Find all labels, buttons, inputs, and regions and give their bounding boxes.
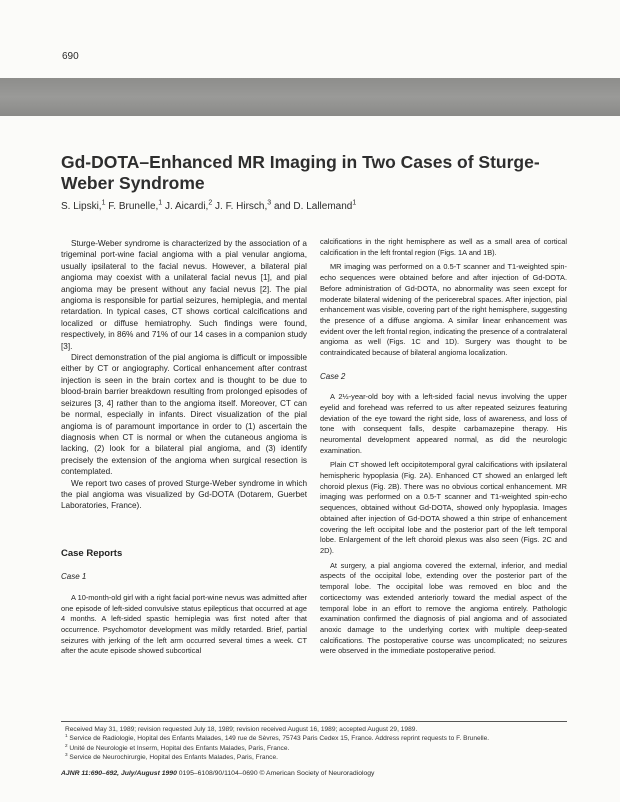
case1-heading: Case 1 [61, 572, 87, 582]
case2-paragraph: At surgery, a pial angioma covered the external, inferior, and medial aspects of the occipital lobe, extending over the posterior part of the temporal lobe. The occipital lobe was removed en bloc and the corticectomy was extended anteriorly toward the medial aspect of the temporal lobe in an effort to remove the angioma entirely. Pathologic examination confirmed the diagnosis of pial angioma and of associated anoxic damage to the underlying cortex with multiple deep-seated calcifications. The postoperative course was uncomplicated; no seizures were observed in the immediate postoperative period. [320, 560, 567, 656]
received-note: Received May 31, 1989; revision requested July 18, 1989; revision received August 16, 1989; accepted August 29, 1989. [65, 726, 418, 733]
case1-mr-paragraph: MR imaging was performed on a 0.5-T scanner and T1-weighted spin-echo sequences were obtained before and after injection of Gd-DOTA. Before administration of Gd-DOTA, no abnormality was seen except for moderate bilateral widening of the pericerebral spaces. After injection, pial enhancement was visible, covering part of the right hemisphere, suggesting the presence of a diffuse angioma. A similar linear enhancement was evident over the left frontal region, indicating the presence of a contralateral angioma as well (Figs. 1C and 1D). Surgery was thought to be contraindicated because of bilateral angioma localization. [320, 262, 567, 358]
intro-paragraph: We report two cases of proved Sturge-Weber syndrome in which the pial angioma was visualized by Gd-DOTA (Dotarem, Guerbet Laboratories, France). [61, 478, 307, 511]
case-reports-heading: Case Reports [61, 548, 123, 559]
journal-citation: AJNR 11:690–692, July/August 1990 0195–6108/90/1104–0690 © American Society of Neuroradiology [61, 770, 375, 777]
footnote-divider [61, 721, 567, 722]
intro-paragraph: Direct demonstration of the pial angioma is difficult or impossible either by CT or angiography. Cortical enhancement after contrast injection is seen in the brain cortex and is thought to be due to blood-brain barrier breakdown resulting from prolonged episodes of seizures [3, 4] rather than to the angioma itself. Moreover, CT can be normal, especially in infants. Direct visualization of the pial angioma is of paramount importance in order to (1) ascertain the diagnosis when CT is normal or when the cutaneous angioma is lacking, (2) look for a bilateral pial angioma, and (3) identify precisely the extension of the angioma when surgical resection is contemplated. [61, 353, 307, 477]
author: and D. Lallemand$^1$ [271, 199, 357, 212]
header-band [0, 78, 620, 116]
footnote: $^2$ Unité de Neurologie et Inserm, Hopital des Enfants Malades, Paris, France. [65, 742, 290, 752]
right-column [320, 237, 567, 657]
intro-column [61, 238, 307, 512]
author-list [61, 201, 356, 212]
footnotes [61, 725, 567, 763]
case2-paragraph: Plain CT showed left occipitotemporal gyral calcifications with ipsilateral hemispheric hypoplasia (Fig. 2A). Enhanced CT showed an enlarged left choroid plexus (Fig. 2B). There was no obvious cortical enhancement. MR imaging was performed on a 0.5-T scanner and T1-weighted spin-echo sequences, obtained without Gd-DOTA, showed only hypoplasia. Images obtained after injection of Gd-DOTA showed a thin stripe of enhancement covering the left occipital lobe and the posterior part of the left temporal lobe. Enlargement of the left choroid plexus was also seen (Figs. 2C and 2D). [320, 460, 567, 555]
case2-heading: Case 2 [320, 371, 346, 381]
intro-paragraph: Sturge-Weber syndrome is characterized by the association of a trigeminal port-wine facial angioma with a pial venular angioma, usually ipsilateral to the facial nevus. However, a bilateral pial angioma may coexist with a unilateral facial nevus [1], and pial angioma may be present without any facial nevus [2]. The pial angioma is responsible for partial seizures, hemiplegia, and mental retardation. In typical cases, CT shows cortical calcifications and localized or diffuse hemiatrophy. Such findings were found, respectively, in 86% and 71% of our 14 cases in a companion study [3]. [61, 239, 307, 351]
author: S. Lipski,$^1$ [61, 199, 106, 212]
case-reports-section [61, 548, 307, 657]
author: J. F. Hirsch,$^3$ [212, 199, 272, 212]
page-number: 690 [62, 51, 79, 62]
case1-paragraph: A 10-month-old girl with a right facial port-wine nevus was admitted after one episode of left-sided convulsive status epilepticus that occurred at age 4 months. A left-sided spastic hemiplegia was first noted after that occurrence. Psychomotor development was mildly retarded. Brief, partial seizures with jerking of the left arm occurred several times a week. CT after the acute episode showed subcortical [61, 592, 307, 656]
article-title: Gd-DOTA–Enhanced MR Imaging in Two Cases of Sturge-Weber Syndrome [61, 152, 540, 193]
author: F. Brunelle,$^1$ [105, 199, 163, 212]
case2-paragraph: A 2½-year-old boy with a left-sided facial nevus involving the upper eyelid and forehead was referred to us after repeated seizures featuring deviation of the eye toward the right side, loss of awareness, and loss of tone with consequent falls, despite carbamazepine therapy. His neuromental development appeared normal, as did the neurologic examination. [320, 392, 567, 455]
author: J. Aicardi,$^2$ [162, 199, 213, 212]
footnote: $^1$ Service de Radiologie, Hopital des Enfants Malades, 149 rue de Sèvres, 75743 Paris Cedex 15, France. Address reprint requests to F. Brunelle. [65, 733, 490, 743]
footnote: $^3$ Service de Neurochirurgie, Hopital des Enfants Malades, Paris, France. [65, 752, 278, 762]
case1-continued: calcifications in the right hemisphere as well as a small area of cortical calcification in the left frontal region (Figs. 1A and 1B). [320, 237, 567, 257]
